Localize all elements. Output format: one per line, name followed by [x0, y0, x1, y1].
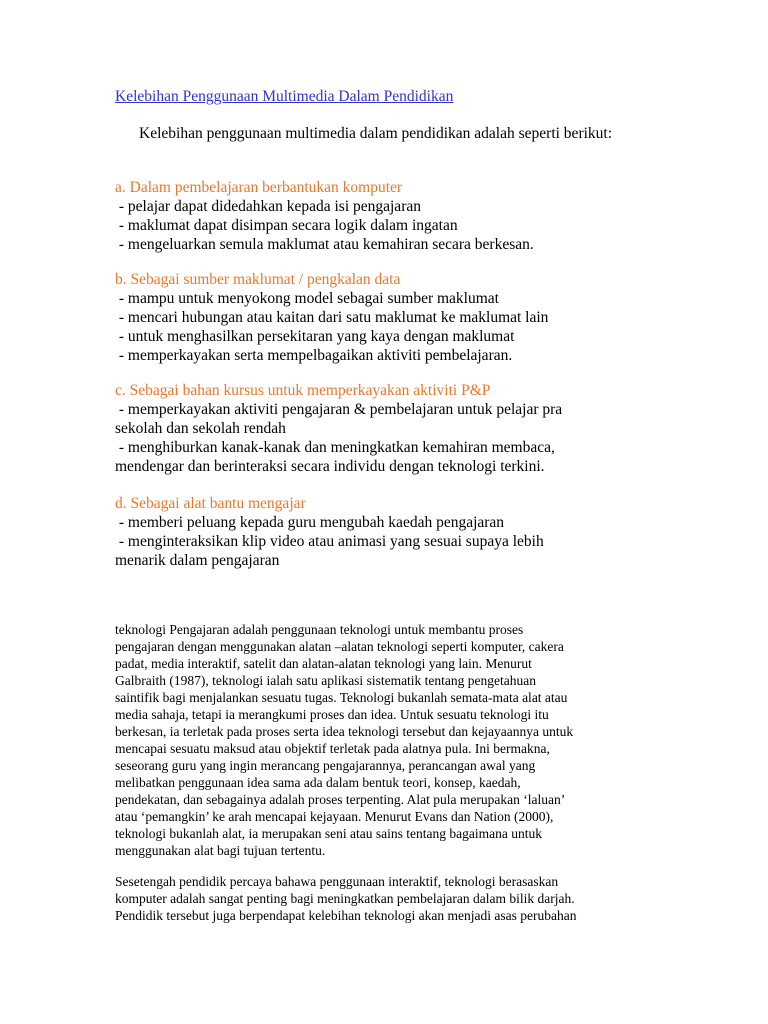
- list-item: - mengeluarkan semula maklumat atau kemahiran secara berkesan.: [115, 236, 534, 253]
- section-heading: a. Dalam pembelajaran berbantukan komputer: [115, 179, 403, 196]
- paragraph-line: seseorang guru yang ingin merancang pengajarannya, perancangan awal yang: [115, 758, 536, 773]
- paragraph-line: Sesetengah pendidik percaya bahawa penggunaan interaktif, teknologi berasaskan: [115, 874, 559, 889]
- paragraph-line: pengajaran dengan menggunakan alatan –alatan teknologi seperti komputer, cakera: [115, 639, 564, 654]
- section-c: [115, 381, 645, 476]
- paragraph-line: Pendidik tersebut juga berpendapat kelebihan teknologi akan menjadi asas perubahan: [115, 908, 577, 923]
- section-b: [115, 270, 645, 365]
- paragraph-line: berkesan, ia terletak pada proses serta idea teknologi tersebut dan kejayaannya untuk: [115, 724, 574, 739]
- section-a: [115, 178, 645, 254]
- paragraph-line: pendekatan, dan sebagainya adalah proses terpenting. Alat pula merupakan ‘laluan’: [115, 792, 566, 807]
- paragraph-sesetengah-pendidik: [115, 873, 655, 924]
- list-item: - memperkayakan aktiviti pengajaran & pembelajaran untuk pelajar pra sekolah dan sekolah rendah: [115, 401, 563, 437]
- paragraph-teknologi-pengajaran: [115, 621, 655, 859]
- paragraph-line: mencapai sesuatu maksud atau objektif terletak pada alatnya pula. Ini bermakna,: [115, 741, 550, 756]
- paragraph-line: teknologi bukanlah alat, ia merupakan seni atau sains tentang bagaimana untuk: [115, 826, 542, 841]
- list-item: - memperkayakan serta mempelbagaikan aktiviti pembelajaran.: [115, 347, 513, 364]
- paragraph-line: media sahaja, tetapi ia merangkumi proses dan idea. Untuk sesuatu teknologi itu: [115, 707, 549, 722]
- section-heading: c. Sebagai bahan kursus untuk memperkayakan aktiviti P&P: [115, 382, 491, 399]
- list-item: - mencari hubungan atau kaitan dari satu maklumat ke maklumat lain: [115, 309, 549, 326]
- paragraph-line: Galbraith (1987), teknologi ialah satu aplikasi sistematik tentang pengetahuan: [115, 673, 537, 688]
- list-item: - menghiburkan kanak-kanak dan meningkatkan kemahiran membaca, mendengar dan berinteraksi secara individu dengan teknologi terkini.: [115, 439, 555, 475]
- section-heading: d. Sebagai alat bantu mengajar: [115, 495, 306, 512]
- list-item: - pelajar dapat didedahkan kepada isi pengajaran: [115, 198, 421, 215]
- paragraph-line: komputer adalah sangat penting bagi meningkatkan pembelajaran dalam bilik darjah.: [115, 891, 575, 906]
- section-d: [115, 494, 645, 570]
- document-title[interactable]: Kelebihan Penggunaan Multimedia Dalam Pendidikan: [115, 88, 454, 105]
- list-item: - menginteraksikan klip video atau animasi yang sesuai supaya lebih menarik dalam pengajaran: [115, 533, 544, 569]
- section-heading: b. Sebagai sumber maklumat / pengkalan data: [115, 271, 401, 288]
- list-item: - untuk menghasilkan persekitaran yang kaya dengan maklumat: [115, 328, 515, 345]
- intro-text: Kelebihan penggunaan multimedia dalam pendidikan adalah seperti berikut:: [139, 125, 613, 142]
- paragraph-line: saintifik bagi menjalankan sesuatu tugas. Teknologi bukanlah semata-mata alat atau: [115, 690, 568, 705]
- list-item: - maklumat dapat disimpan secara logik dalam ingatan: [115, 217, 458, 234]
- paragraph-line: menggunakan alat bagi tujuan tertentu.: [115, 843, 326, 858]
- list-item: - mampu untuk menyokong model sebagai sumber maklumat: [115, 290, 499, 307]
- paragraph-line: teknologi Pengajaran adalah penggunaan teknologi untuk membantu proses: [115, 622, 524, 637]
- paragraph-line: atau ‘pemangkin’ ke arah mencapai kejayaan. Menurut Evans dan Nation (2000),: [115, 809, 554, 824]
- list-item: - memberi peluang kepada guru mengubah kaedah pengajaran: [115, 514, 505, 531]
- paragraph-line: padat, media interaktif, satelit dan alatan-alatan teknologi yang lain. Menurut: [115, 656, 532, 671]
- paragraph-line: melibatkan penggunaan idea sama ada dalam bentuk teori, konsep, kaedah,: [115, 775, 521, 790]
